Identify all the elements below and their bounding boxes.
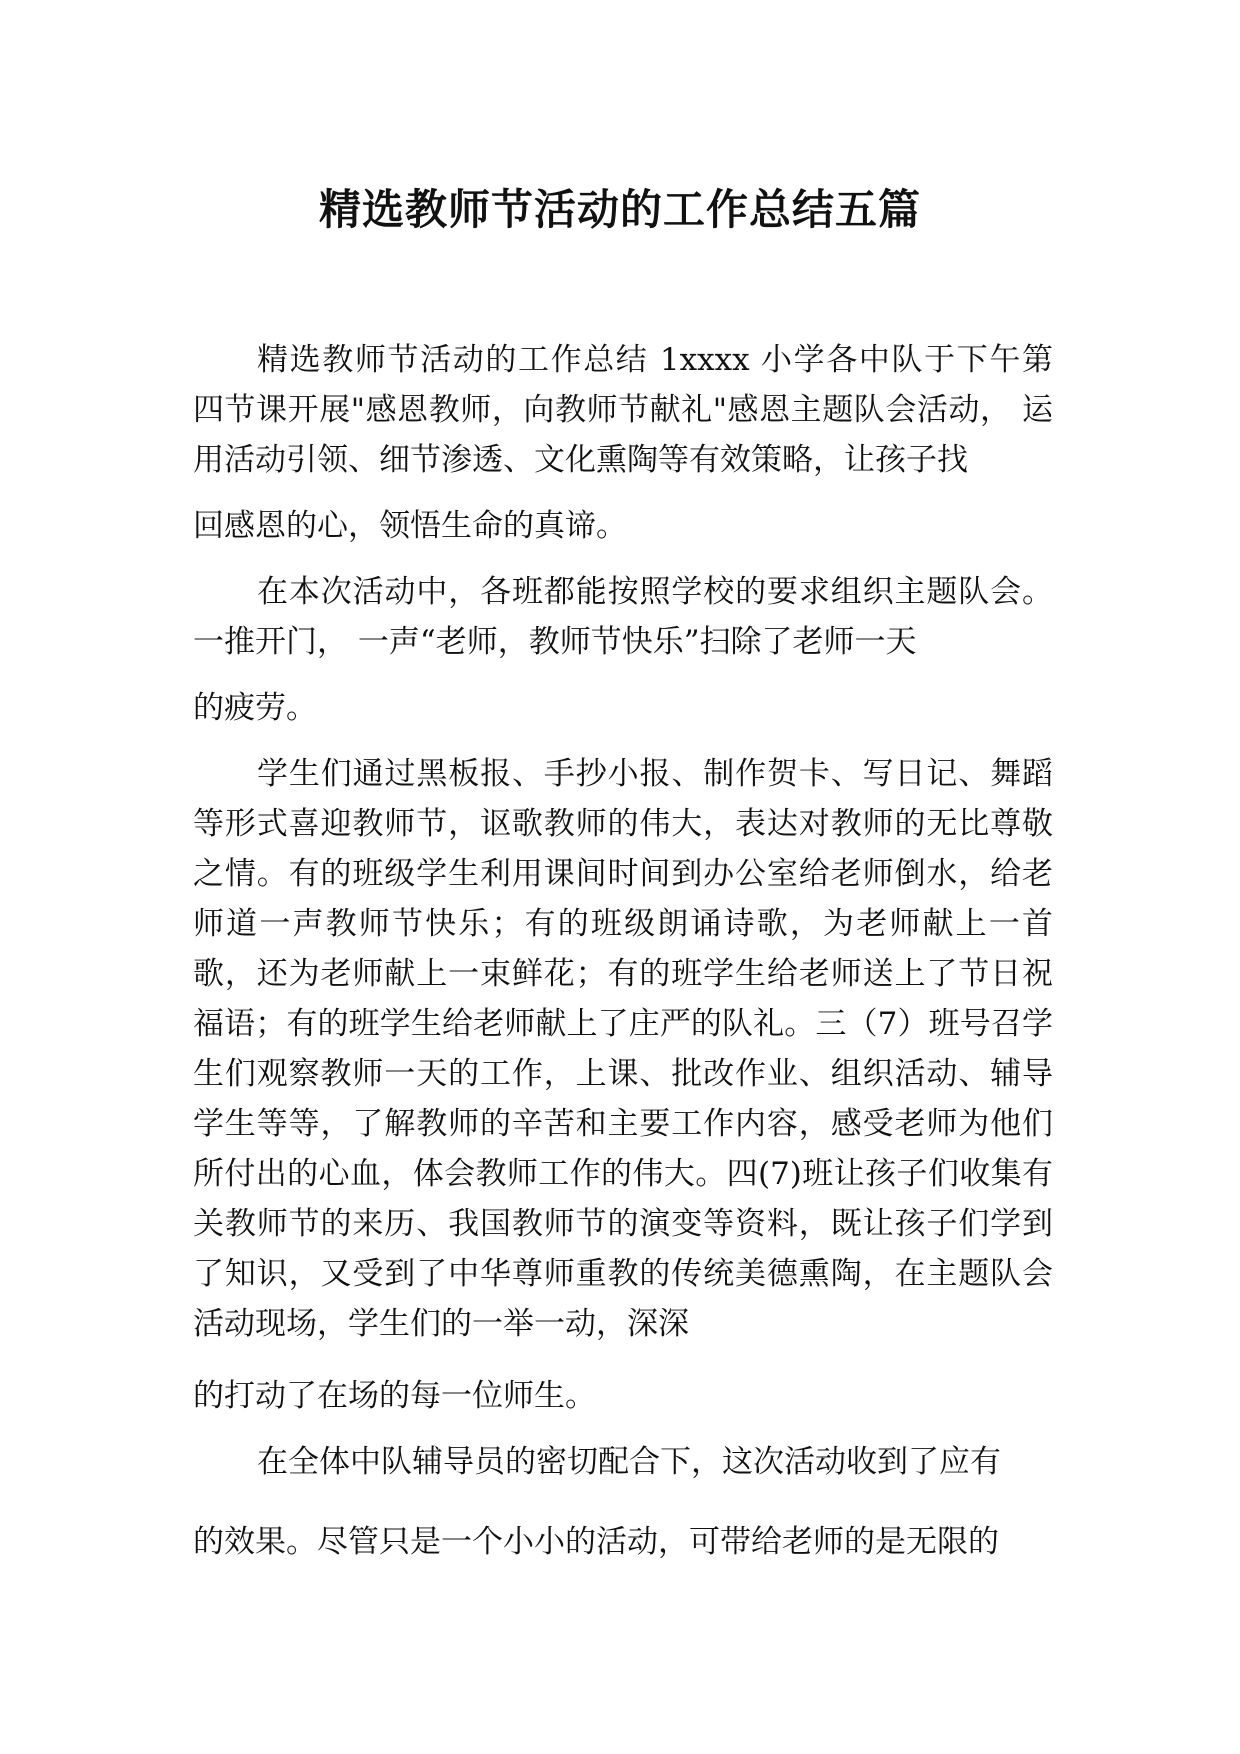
paragraph-2: 回感恩的心，领悟生命的真谛。 bbox=[193, 508, 627, 544]
paragraph-6: 的打动了在场的每一位师生。 bbox=[193, 1378, 596, 1414]
paragraph-3: 在本次活动中，各班都能按照学校的要求组织主题队会。 一推开门， 一声“老师，教师节快乐”扫除了老师一天 bbox=[193, 574, 1053, 660]
document-title: 精选教师节活动的工作总结五篇 bbox=[318, 185, 921, 235]
document-body bbox=[193, 335, 1053, 1567]
paragraph-5: 学生们通过黑板报、手抄小报、制作贺卡、写日记、舞蹈等形式喜迎教师节，讴歌教师的伟大，表达对教师的无比尊敬之情。有的班级学生利用课间时间到办公室给老师倒水，给老师道一声教师节快乐；有的班级朗诵诗歌，为老师献上一首歌，还为老师献上一束鲜花；有的班学生给老师送上了节日祝福语；有的班学生给老师献上了庄严的队礼。三（7）班号召学生们观察教师一天的工作，上课、批改作业、组织活动、辅导学生等等，了解教师的辛苦和主要工作内容，感受老师为他们所付出的心血，体会教师工作的伟大。四(7)班让孩子们收集有关教师节的来历、我国教师节的演变等资料，既让孩子们学到了知识，又受到了中华尊师重教的传统美德熏陶，在主题队会活动现场，学生们的一举一动，深深 bbox=[193, 756, 1053, 1342]
paragraph-7: 在全体中队辅导员的密切配合下，这次活动收到了应有 bbox=[257, 1444, 1001, 1480]
paragraph-8: 的效果。尽管只是一个小小的活动，可带给老师的是无限的 bbox=[193, 1524, 999, 1560]
paragraph-1: 精选教师节活动的工作总结 1xxxx 小学各中队于下午第 四节课开展"感恩教师，向教师节献礼"感恩主题队会活动， 运用活动引领、细节渗透、文化熏陶等有效策略，让孩子找 bbox=[193, 342, 1053, 478]
paragraph-4: 的疲劳。 bbox=[193, 690, 317, 726]
